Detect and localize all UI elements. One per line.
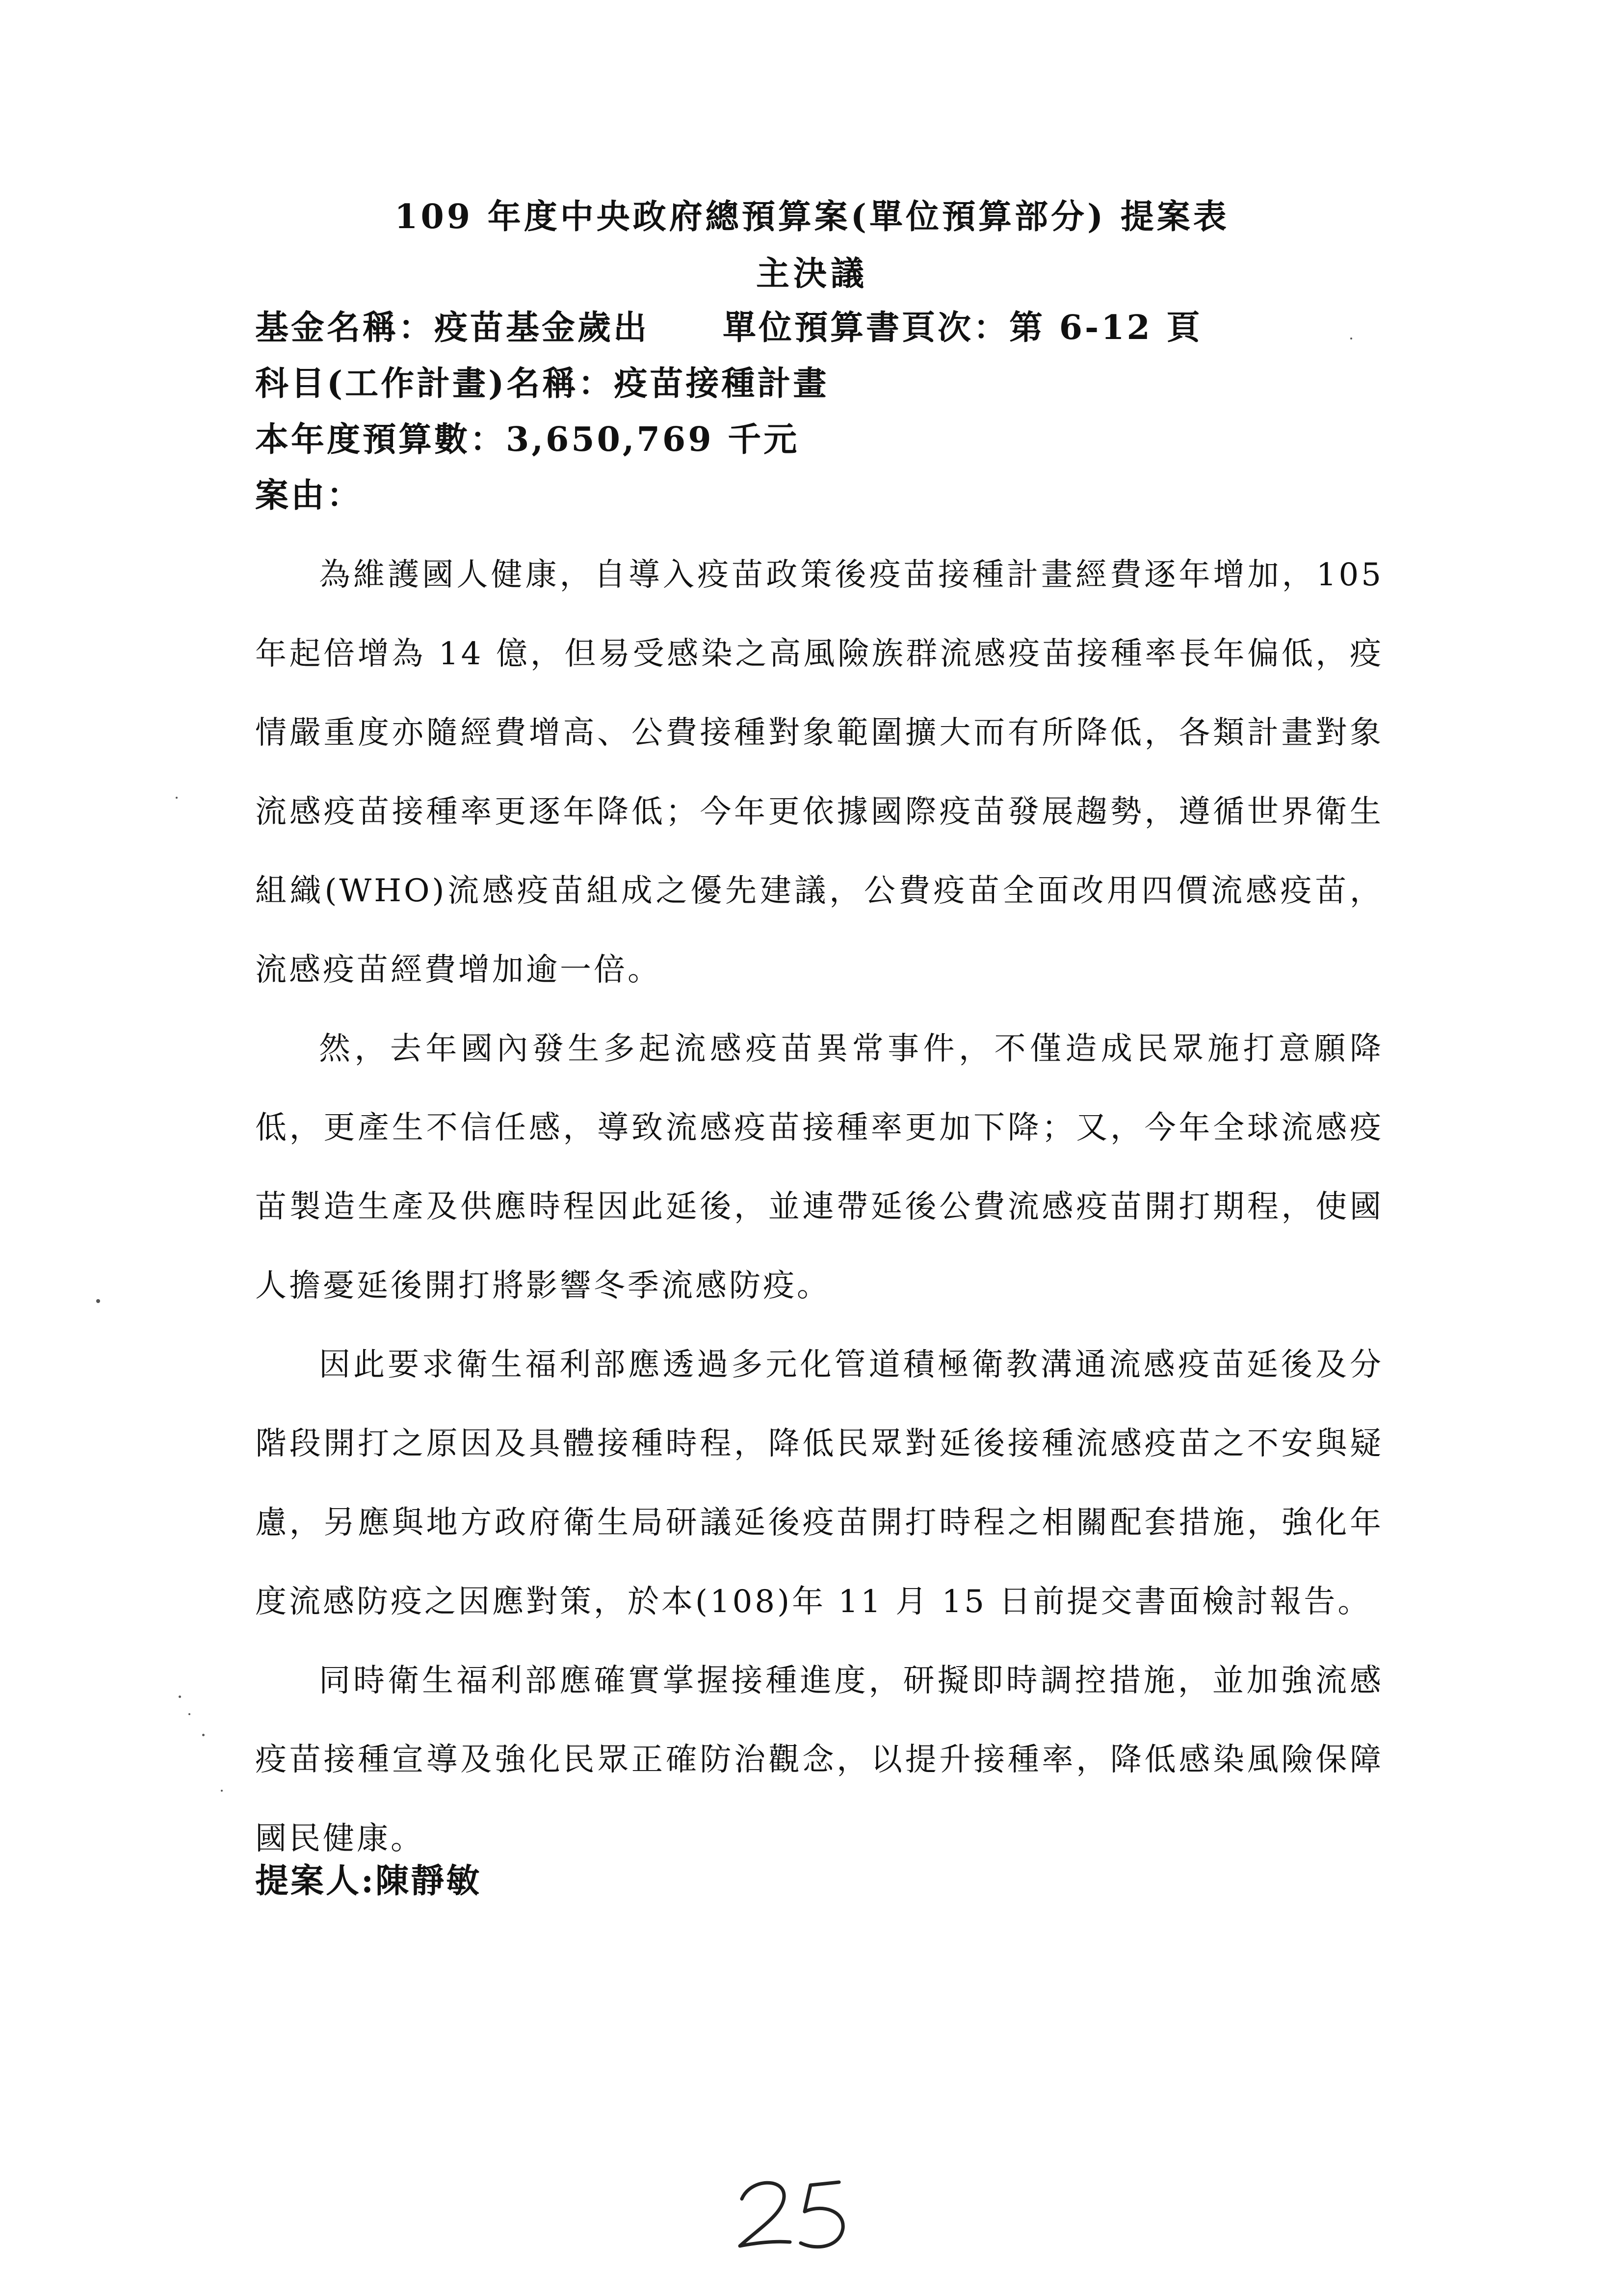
scan-speck (202, 1734, 205, 1736)
proposer: 提案人:陳靜敏 (255, 1861, 482, 1901)
paragraph: 為維護國人健康，自導入疫苗政策後疫苗接種計畫經費逐年增加，105 年起倍增為 14 億，但易受感染之高風險族群流感疫苗接種率長年偏低，疫情嚴重度亦隨經費增高、公費接種對象範圍擴大而有所降低，各類計畫對象流感疫苗接種率更逐年降低；今年更依據國際疫苗發展趨勢，遵循世界衛生組織(WHO)流感疫苗組成之優先建議，公費疫苗全面改用四價流感疫苗，流感疫苗經費增加逾一倍。 (255, 557, 1384, 988)
handwritten-page-number (731, 2168, 859, 2257)
paragraph: 同時衛生福利部應確實掌握接種進度，研擬即時調控措施，並加強流感疫苗接種宣導及強化民眾正確防治觀念，以提升接種率，降低感染風險保障國民健康。 (255, 1663, 1384, 1857)
reason-heading: 案由： (255, 476, 363, 515)
scan-speck (176, 797, 178, 799)
fund-row (255, 303, 1203, 352)
scan-speck (1350, 338, 1352, 339)
reason-body (255, 536, 1384, 1879)
handwritten-page-number-drawing (731, 2168, 859, 2257)
document-title: 109 年度中央政府總預算案(單位預算部分) 提案表 (394, 197, 1230, 236)
scan-speck (188, 1713, 190, 1715)
scan-speck (221, 1790, 223, 1792)
work-plan-name: 科目(工作計畫)名稱：疫苗接種計畫 (255, 364, 829, 403)
document-subtitle: 主決議 (756, 254, 868, 293)
scan-speck (96, 1299, 100, 1303)
paragraph: 因此要求衛生福利部應透過多元化管道積極衛教溝通流感疫苗延後及分階段開打之原因及具體接種時程，降低民眾對延後接種流感疫苗之不安與疑慮，另應與地方政府衛生局研議延後疫苗開打時程之相關配套措施，強化年度流感防疫之因應對策，於本(108)年 11 月 15 日前提交書面檢討報告。 (255, 1347, 1384, 1620)
paragraph: 然，去年國內發生多起流感疫苗異常事件，不僅造成民眾施打意願降低，更產生不信任感，導致流感疫苗接種率更加下降；又，今年全球流感疫苗製造生產及供應時程因此延後，並連帶延後公費流感疫苗開打期程，使國人擔憂延後開打將影響冬季流感防疫。 (255, 1031, 1384, 1304)
scan-speck (179, 1696, 181, 1698)
fund-name: 基金名稱：疫苗基金歲出 (255, 308, 650, 347)
budget-page-reference: 單位預算書頁次：第 6-12 頁 (723, 308, 1203, 347)
budget-amount: 本年度預算數：3,650,769 千元 (255, 420, 800, 459)
